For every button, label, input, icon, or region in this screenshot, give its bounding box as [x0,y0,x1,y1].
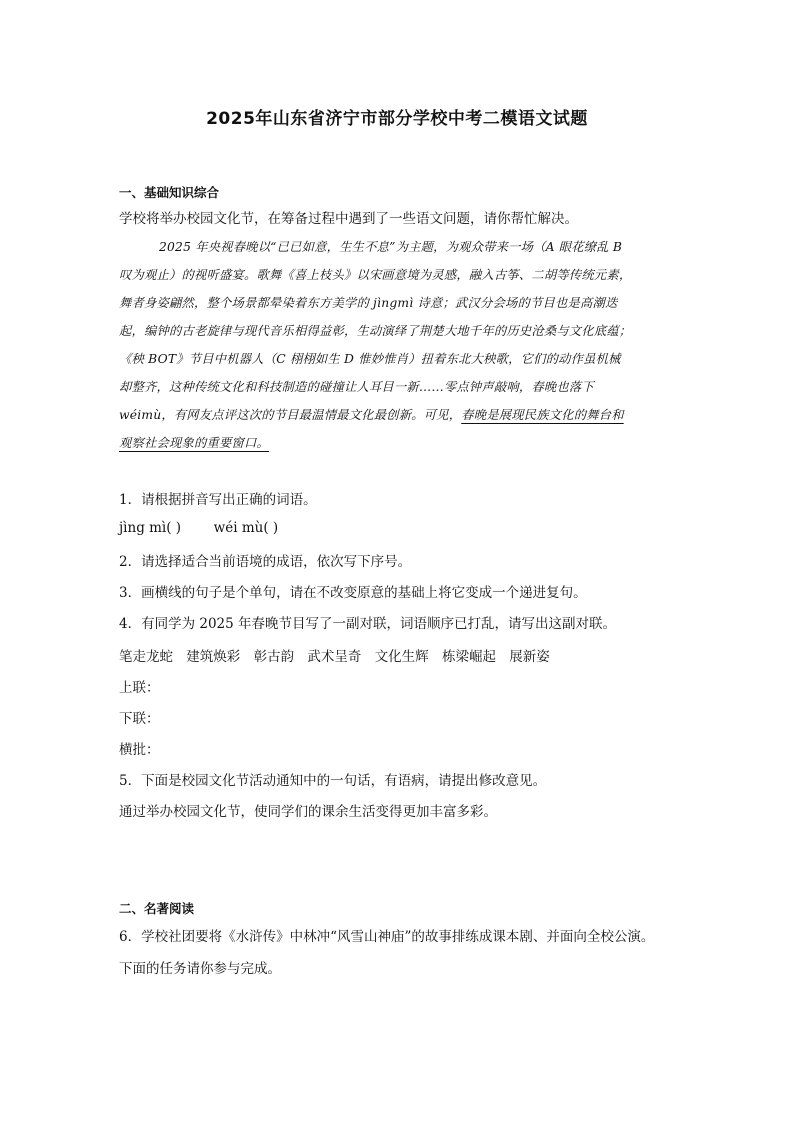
question-2: 2．请选择适合当前语境的成语，依次写下序号。 [119,554,412,570]
couplet-word: 武术呈奇 [307,649,362,665]
couplet-word: 笔走龙蛇 [119,649,173,665]
passage-line [119,401,679,429]
section-heading-classics: 二、名著阅读 [119,901,195,916]
pinyin-blanks [119,520,278,536]
passage-line: 舞者身姿翩然，整个场景都晕染着东方美学的 jìngmì 诗意；武汉分会场的节目也是高潮迭 [119,296,618,310]
question-3: 3．画横线的句子是个单句，请在不改变原意的基础上将它变成一个递进复句。 [119,585,587,601]
document-title: 2025年山东省济宁市部分学校中考二模语文试题 [206,109,588,129]
upper-couplet-label: 上联： [119,680,160,696]
couplet-word: 文化生辉 [374,649,429,665]
couplet-word: 栋梁崛起 [441,649,496,665]
question-5: 5．下面是校园文化节活动通知中的一句话，有语病，请提出修改意见。 [119,773,547,789]
underlined-sentence-end: 观察社会现象的重要窗口。 [119,436,269,450]
passage-line: 2025 年央视春晚以“已已如意，生生不息”为主题，为观众带来一场（A 眼花缭乱 B [159,240,623,254]
question-6: 6．学校社团要将《水浒传》中林冲“风雪山神庙”的故事排练成课本剧、并面向全校公演。 [119,929,655,945]
passage-line: 起，编钟的古老旋律与现代音乐相得益彰，生动演绎了荆楚大地千年的历史沧桑与文化底蕴； [119,324,632,338]
horizontal-scroll-label: 横批： [119,742,160,758]
pinyin-blank-weimu: wéi mù( ) [213,520,279,536]
couplet-word: 展新姿 [509,649,550,665]
pinyin-blank-jingmi: jìng mì( ) [119,520,182,536]
underlined-sentence-start: 春晚是展现民族文化的舞台和 [461,408,624,422]
question-6-continued: 下面的任务请你参与完成。 [119,961,281,977]
question-4: 4．有同学为 2025 年春晚节目写了一副对联，词语顺序已打乱，请写出这副对联。 [119,616,617,632]
couplet-word: 建筑焕彩 [186,649,241,665]
passage-line: 叹为观止）的视听盛宴。歌舞《喜上枝头》以宋画意境为灵感，融入古筝、二胡等传统元素， [119,268,632,282]
reading-passage [119,233,679,457]
passage-line: 《秧 BOT》节目中机器人（C 栩栩如生 D 惟妙惟肖）扭着东北大秧歌，它们的动作虽机械 [119,352,621,366]
section-heading-basics: 一、基础知识综合 [119,185,220,200]
couplet-word: 彰古韵 [253,649,295,665]
question-1: 1．请根据拼音写出正确的词语。 [119,492,317,508]
lower-couplet-label: 下联： [119,711,160,727]
passage-line: 却整齐，这种传统文化和科技制造的碰撞让人耳目一新……零点钟声敲响，春晚也落下 [119,380,594,394]
passage-line [119,429,679,457]
passage-line-text: wéimù，有网友点评这次的节目最温情最文化最创新。可见， [119,408,462,422]
couplet-word-list [119,645,559,665]
section-intro: 学校将举办校园文化节，在筹备过程中遇到了一些语文问题，请你帮忙解决。 [119,211,578,227]
faulty-sentence: 通过举办校园文化节，使同学们的课余生活变得更加丰富多彩。 [119,804,497,820]
